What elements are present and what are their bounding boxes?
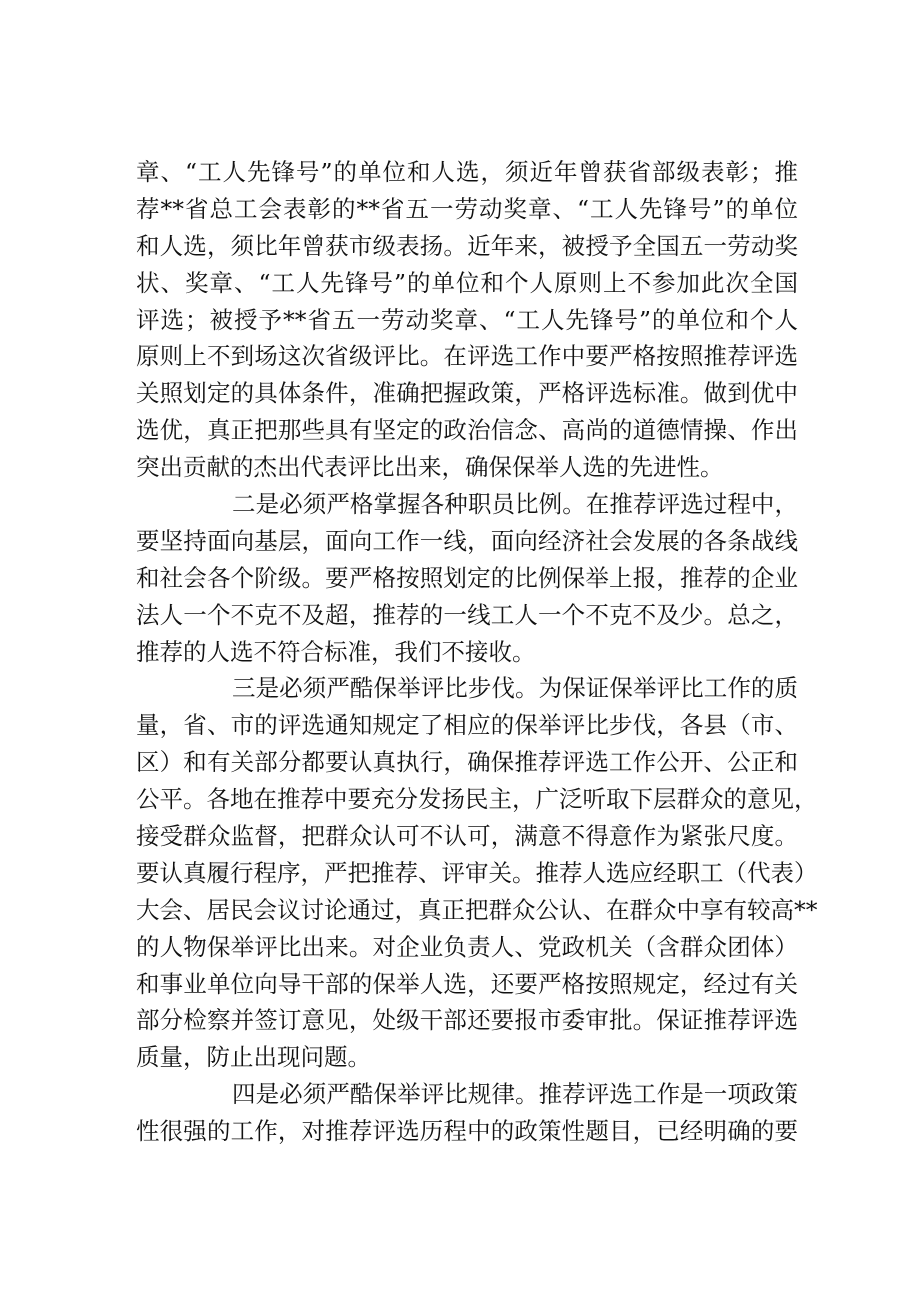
text-line: 评选；被授予**省五一劳动奖章、“工人先锋号”的单位和个人	[136, 305, 798, 334]
text-line: 突出贡献的杰出代表评比出来，确保保举人选的先进性。	[136, 453, 724, 482]
text-line: 法人一个不克不及超，推荐的一线工人一个不克不及少。总之，	[136, 600, 798, 629]
text-line: 量，省、市的评选通知规定了相应的保举评比步伐，各县（市、	[136, 711, 798, 740]
text-line: 二是必须严格掌握各种职员比例。在推荐评选过程中，	[232, 490, 798, 519]
text-line: 和人选，须比年曾获市级表扬。近年来，被授予全国五一劳动奖	[136, 231, 798, 260]
paragraph-4	[136, 1076, 798, 1150]
text-line: 章、“工人先锋号”的单位和人选，须近年曾获省部级表彰；推	[136, 158, 798, 186]
text-line: 推荐的人选不符合标准，我们不接收。	[136, 637, 536, 666]
text-line: 选优，真正把那些具有坚定的政治信念、高尚的道德情操、作出	[136, 416, 798, 445]
text-line: 关照划定的具体条件，准确把握政策，严格评选标准。做到优中	[136, 379, 798, 408]
text-line: 三是必须严酷保举评比步伐。为保证保举评比工作的质	[232, 674, 798, 703]
text-line: 质量，防止出现问题。	[136, 1043, 371, 1072]
text-line: 荐**省总工会表彰的**省五一劳动奖章、“工人先锋号”的单位	[136, 194, 798, 223]
paragraph-3	[136, 670, 818, 1076]
text-line: 大会、居民会议讨论通过，真正把群众公认、在群众中享有较高**	[136, 895, 818, 924]
paragraph-1	[136, 154, 798, 486]
text-line: 和事业单位向导干部的保举人选，还要严格按照规定，经过有关	[136, 969, 798, 998]
text-line: 要坚持面向基层，面向工作一线，面向经济社会发展的各条战线	[136, 526, 798, 555]
text-line: 性很强的工作，对推荐评选历程中的政策性题目，已经明确的要	[136, 1117, 798, 1146]
document-body	[136, 154, 818, 1150]
text-line: 四是必须严酷保举评比规律。推荐评选工作是一项政策	[232, 1080, 798, 1109]
text-line: 状、奖章、“工人先锋号”的单位和个人原则上不参加此次全国	[136, 268, 798, 297]
text-line: 原则上不到场这次省级评比。在评选工作中要严格按照推荐评选	[136, 342, 798, 371]
text-line: 要认真履行程序，严把推荐、评审关。推荐人选应经职工（代表）	[136, 858, 818, 887]
text-line: 的人物保举评比出来。对企业负责人、党政机关（含群众团体）	[136, 932, 798, 961]
text-line: 接受群众监督，把群众认可不认可，满意不得意作为紧张尺度。	[136, 822, 798, 851]
text-line: 公平。各地在推荐中要充分发扬民主，广泛听取下层群众的意见，	[136, 785, 818, 814]
paragraph-2	[136, 486, 798, 670]
text-line: 区）和有关部分都要认真执行，确保推荐评选工作公开、公正和	[136, 748, 798, 777]
text-line: 部分检察并签订意见，处级干部还要报市委审批。保证推荐评选	[136, 1006, 798, 1035]
text-line: 和社会各个阶级。要严格按照划定的比例保举上报，推荐的企业	[136, 563, 798, 592]
